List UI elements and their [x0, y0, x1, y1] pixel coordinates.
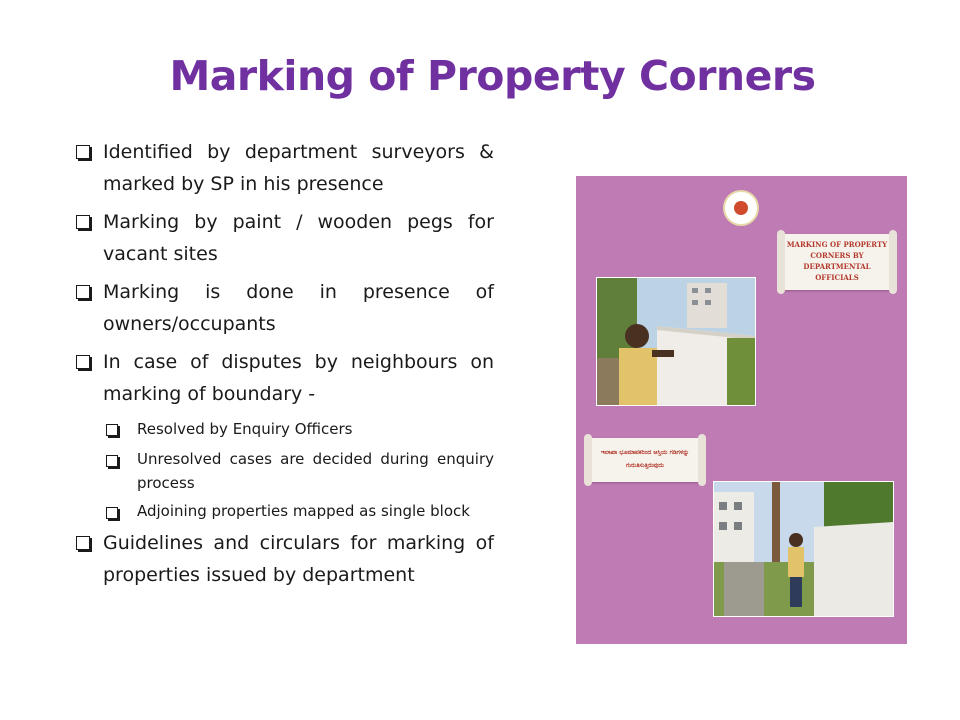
bullet-text: Marking by paint / wooden pegs for vacant sites	[103, 211, 494, 265]
sub-bullet-item	[106, 499, 494, 523]
checkbox-bullet-icon	[106, 424, 118, 436]
sub-bullet-text: Resolved by Enquiry Officers	[137, 420, 353, 438]
surveyor-marking-wall-photo	[597, 278, 755, 405]
sub-bullet-group	[76, 416, 494, 523]
english-caption-scroll	[781, 234, 893, 290]
kannada-caption-scroll	[588, 438, 702, 482]
bullet-item	[76, 527, 494, 591]
sub-bullet-text: Adjoining properties mapped as single block	[137, 502, 470, 520]
kannada-caption: ಇಲಾಖಾ ಭೂಮಾಪಕರಿಂದ ಆಸ್ತಿಯ ಗಡಿಗಳನ್ನು ಗುರುತಿಸುತ್ತಿರುವುದು	[600, 449, 690, 469]
checkbox-bullet-icon	[76, 355, 90, 369]
surveyor-at-boundary-photo	[714, 482, 893, 616]
bullet-text: Guidelines and circulars for marking of properties issued by department	[103, 532, 494, 586]
checkbox-bullet-icon	[106, 507, 118, 519]
poster-image	[576, 176, 907, 644]
sub-bullet-list	[76, 416, 494, 523]
checkbox-bullet-icon	[76, 536, 90, 550]
checkbox-bullet-icon	[106, 455, 118, 467]
sub-bullet-text: Unresolved cases are decided during enquiry process	[137, 450, 494, 492]
bullet-item	[76, 346, 494, 410]
bullet-item	[76, 276, 494, 340]
checkbox-bullet-icon	[76, 145, 90, 159]
surveyor-photo-bottom	[713, 481, 894, 617]
sub-bullet-item	[106, 447, 494, 495]
checkbox-bullet-icon	[76, 215, 90, 229]
bullet-item	[76, 206, 494, 270]
bullet-text: Identified by department surveyors & marked by SP in his presence	[103, 141, 494, 195]
bullet-text: Marking is done in presence of owners/occupants	[103, 281, 494, 335]
slide-title: Marking of Property Corners	[169, 52, 816, 100]
government-emblem-icon	[723, 190, 759, 226]
bullet-list	[76, 136, 494, 597]
bullet-item	[76, 136, 494, 200]
checkbox-bullet-icon	[76, 285, 90, 299]
bullet-text: In case of disputes by neighbours on marking of boundary -	[103, 351, 494, 405]
sub-bullet-item	[106, 416, 494, 443]
english-caption: MARKING OF PROPERTY CORNERS BY DEPARTMENTAL OFFICIALS	[786, 240, 888, 282]
surveyor-photo-top	[596, 277, 756, 406]
